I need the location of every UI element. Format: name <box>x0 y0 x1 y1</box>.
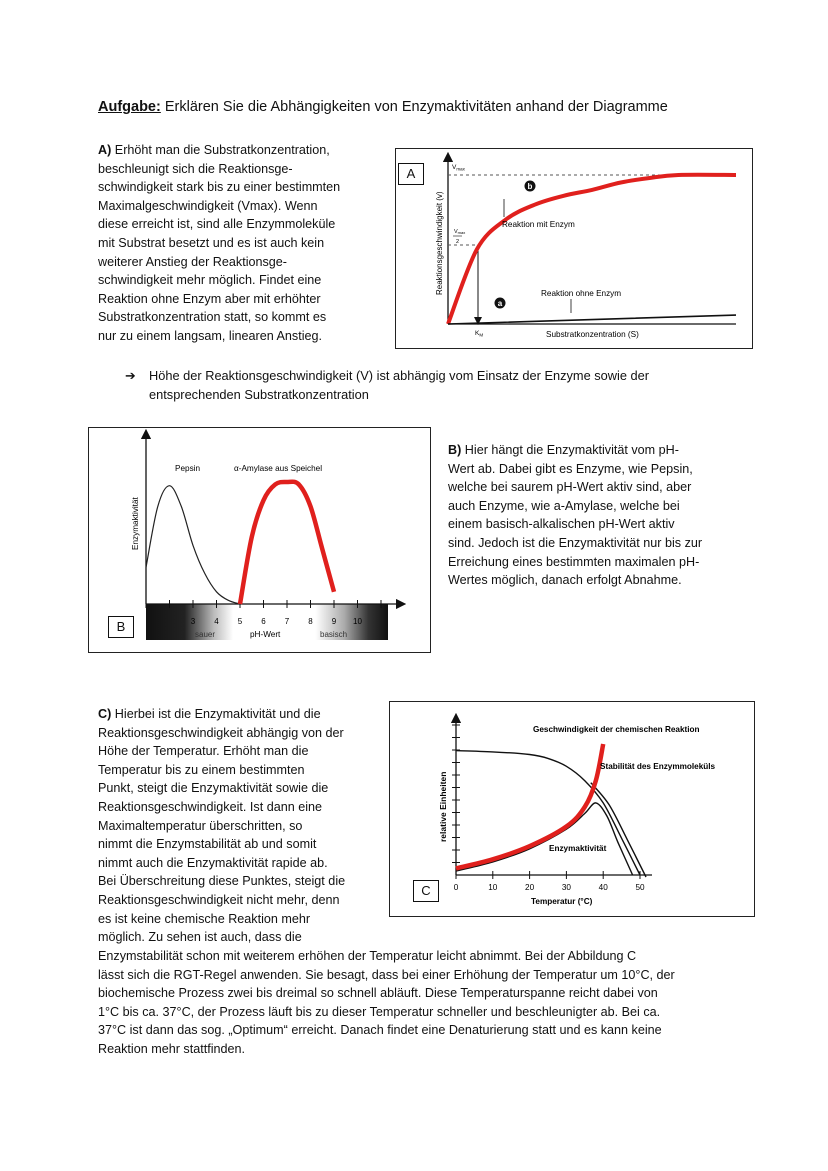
text-line: weiterer Anstieg der Reaktionsge- <box>98 254 288 269</box>
text-line: Höhe der Temperatur. Erhöht man die <box>98 744 309 759</box>
text-line: Hier hängt die Enzymaktivität vom pH- <box>461 443 679 457</box>
section-c-text-continued <box>98 947 748 1059</box>
figure-a <box>395 148 753 349</box>
legend-stability: Stabilität des Enzymmoleküls <box>600 762 716 771</box>
text-line: sind. Jedoch ist die Enzymaktivität nur bis zur <box>448 535 703 550</box>
text-line: beschleunigt sich die Reaktionsge- <box>98 161 293 176</box>
figure-c-label: C <box>413 880 439 902</box>
text-line: Höhe der Reaktionsgeschwindigkeit (V) ist abhängig vom Einsatz der Enzyme sowie der <box>149 368 650 383</box>
section-b-text <box>448 441 748 590</box>
tick-vmax-main: V <box>452 164 457 171</box>
y-axis-label: Reaktionsgeschwindigkeit (v) <box>435 191 444 295</box>
text-line: entsprechenden Substratkonzentration <box>149 387 369 402</box>
x-tick-group <box>454 871 645 892</box>
x-tick-label: 20 <box>525 883 535 892</box>
section-a-label: A) <box>98 143 112 157</box>
text-line: Bei Überschreitung diese Punktes, steigt die <box>98 874 346 889</box>
text-line: auch Enzyme, wie a-Amylase, welche bei <box>448 498 680 513</box>
section-a-text <box>98 141 373 346</box>
text-line: nimmt die Enzymstabilität ab und somit <box>98 837 317 852</box>
legend-activity: Enzymaktivität <box>549 844 607 853</box>
text-line: Reaktionsgeschwindigkeit abhängig von der <box>98 725 344 740</box>
x-axis-label: pH-Wert <box>250 630 281 639</box>
label-sauer: sauer <box>195 630 216 639</box>
figure-b <box>88 427 431 653</box>
ph-tick-label: 6 <box>261 617 266 626</box>
text-line: einem basisch-alkalischen pH-Wert aktiv <box>448 517 675 532</box>
text-line: schwindigkeit mehr möglich. Findet eine <box>98 273 322 288</box>
text-line: Erreichung eines bestimmten maximalen pH- <box>448 554 700 569</box>
text-line: Reaktion ohne Enzym aber mit erhöhter <box>98 291 321 306</box>
text-line: Wert ab. Dabei gibt es Enzyme, wie Pepsin, <box>448 461 693 476</box>
tick-half-sub: max <box>457 230 466 235</box>
series-amylase-line <box>240 482 334 604</box>
x-tick-label: 50 <box>635 883 645 892</box>
x-axis-label: Temperatur (°C) <box>531 897 593 906</box>
chart-b-svg <box>89 428 430 652</box>
legend-without-enzyme: Reaktion ohne Enzym <box>541 289 622 298</box>
chart-a-svg <box>396 149 752 348</box>
y-axis-label: relative Einheiten <box>438 771 448 842</box>
legend-with-enzyme: Reaktion mit Enzym <box>502 220 575 229</box>
text-line: Reaktionsgeschwindigkeit nicht mehr, denn <box>98 892 340 907</box>
text-line: Reaktionsgeschwindigkeit. Ist dann eine <box>98 799 323 814</box>
text-line: Erhöht man die Substratkonzentration, <box>111 143 330 157</box>
y-axis-label: Enzymaktivität <box>131 497 140 550</box>
tick-half-num: V <box>454 229 458 235</box>
chart-c-svg <box>390 702 754 916</box>
heading-text: Erklären Sie die Abhängigkeiten von Enzymaktivitäten anhand der Diagramme <box>160 99 668 115</box>
text-line: lässt sich die RGT-Regel anwenden. Sie besagt, dass bei einer Erhöhung der Temperatur um 10°C, der <box>98 967 675 982</box>
text-line: 37°C ist dann das sog. „Optimum“ erreicht. Danach findet eine Denaturierung statt und es kann keine <box>98 1023 662 1038</box>
x-tick-label: 0 <box>453 883 459 892</box>
ph-tick-label: 7 <box>284 617 290 626</box>
ph-tick-label: 9 <box>331 617 337 626</box>
figure-b-label: B <box>108 616 134 638</box>
ph-tick-label: 4 <box>214 617 219 626</box>
text-line: nimmt auch die Enzymaktivität rapide ab. <box>98 855 328 870</box>
legend-amylase: α-Amylase aus Speichel <box>234 464 323 473</box>
tick-vmax-sub: max <box>456 166 465 172</box>
tick-km <box>475 330 483 338</box>
marker-b-text: b <box>527 182 533 191</box>
page-title <box>98 99 668 115</box>
heading-label: Aufgabe: <box>98 99 161 115</box>
legend-reaction-speed: Geschwindigkeit der chemischen Reaktion <box>533 725 700 734</box>
text-line: es ist keine chemische Reaktion mehr <box>98 911 311 926</box>
text-line: Enzymstabilität schon mit weiterem erhöhen der Temperatur leicht abnimmt. Bei der Abbildung C <box>98 949 637 963</box>
ph-tick-label: 5 <box>237 617 243 626</box>
text-line: schwindigkeit stark bis zu einer bestimmten <box>98 180 341 195</box>
conclusion-text <box>149 366 649 404</box>
section-b-label: B) <box>448 443 462 457</box>
legend-pepsin: Pepsin <box>175 464 201 473</box>
text-line: mit Substrat besetzt und es ist auch kein <box>98 235 325 250</box>
tick-half-den: 2 <box>456 239 460 245</box>
figure-a-label: A <box>398 163 424 185</box>
tick-km-sub: M <box>479 332 484 338</box>
text-line: Temperatur bis zu einem bestimmten <box>98 762 305 777</box>
x-tick-label: 10 <box>488 883 498 892</box>
section-c-text <box>98 705 383 947</box>
text-line: Maximaltemperatur überschritten, so <box>98 818 303 833</box>
series-pepsin-line <box>146 486 240 604</box>
tick-km-main: K <box>475 330 480 337</box>
text-line: möglich. Zu sehen ist auch, dass die <box>98 930 302 945</box>
x-tick-label: 40 <box>598 883 608 892</box>
x-axis-label: Substratkonzentration (S) <box>546 330 639 339</box>
figure-c <box>389 701 755 917</box>
arrow-icon: ➔ <box>125 368 136 383</box>
ph-tick-label: 3 <box>190 617 196 626</box>
tick-vmax <box>452 164 466 172</box>
tick-half-vmax <box>454 229 465 235</box>
series-without-enzyme-line <box>448 315 736 324</box>
text-line: Hierbei ist die Enzymaktivität und die <box>111 707 321 721</box>
text-line: diese erreicht ist, sind alle Enzymmoleküle <box>98 217 336 232</box>
text-line: Wertes möglich, danach erfolgt Abnahme. <box>448 573 682 588</box>
text-line: Substratkonzentration statt, so kommt es <box>98 310 327 325</box>
section-c-label: C) <box>98 707 112 721</box>
marker-a-text: a <box>497 299 503 308</box>
text-line: 1°C bis ca. 37°C, der Prozess läuft bis zu dieser Temperatur schneller und beschleunigter ab. Bei ca. <box>98 1004 661 1019</box>
ph-tick-label: 8 <box>308 617 313 626</box>
text-line: Reaktion mehr stattfinden. <box>98 1041 246 1056</box>
text-line: welche bei saurem pH-Wert aktiv sind, aber <box>448 480 692 495</box>
text-line: nur zu einem langsam, linearen Anstieg. <box>98 328 323 343</box>
ph-tick-label: 10 <box>353 617 362 626</box>
text-line: Maximalgeschwindigkeit (Vmax). Wenn <box>98 198 318 213</box>
x-tick-label: 30 <box>561 883 571 892</box>
text-line: biochemische Prozess zwei bis dreimal so schnell abläuft. Diese Temperaturspanne reicht dabei von <box>98 986 658 1001</box>
series-with-enzyme-line <box>448 175 736 324</box>
label-basisch: basisch <box>320 630 348 639</box>
text-line: Punkt, steigt die Enzymaktivität sowie die <box>98 781 329 796</box>
